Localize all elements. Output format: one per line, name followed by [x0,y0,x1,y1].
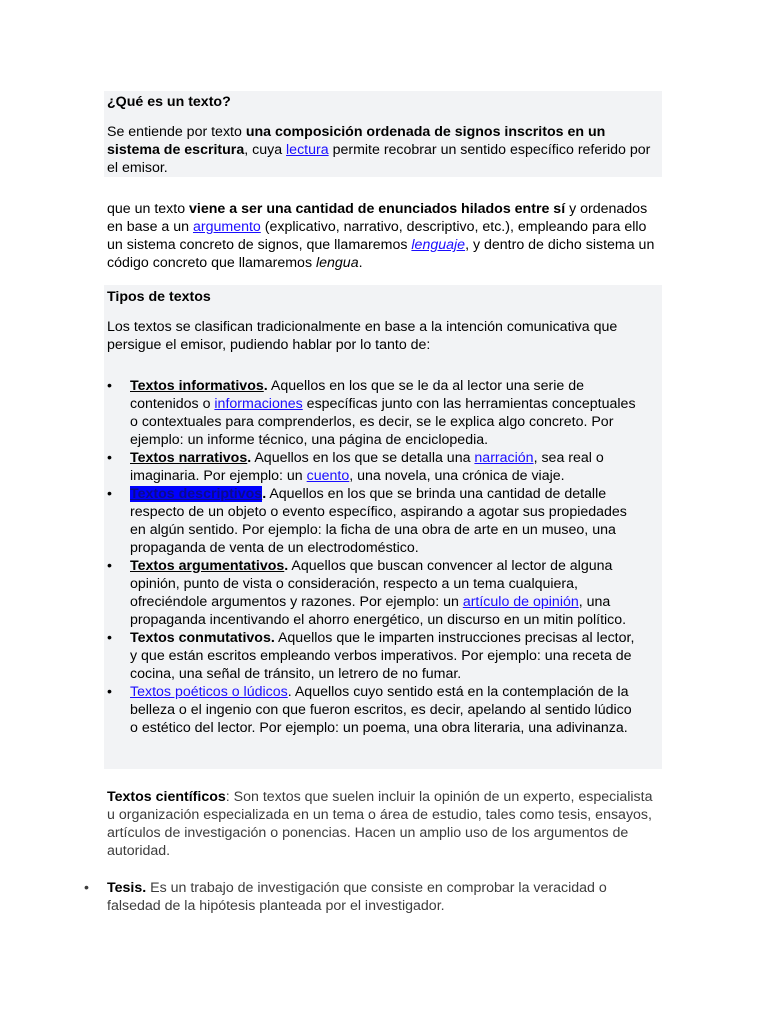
term-dot: . [284,558,289,574]
bullet-icon: • [107,450,112,466]
enunciados-text-d: (explicativo, narrativo, descriptivo, etc.), empleando para ello un sistema concreto de signos, que llamaremos [107,219,647,253]
term-conmutativos: Textos conmutativos. [130,630,275,646]
term-dot: . [263,378,268,394]
list-item-tesis [84,879,654,915]
list-item-descriptivos [107,485,639,557]
definition-text-a: Se entiende por texto [107,124,246,140]
list-item-informativos [107,377,639,449]
poeticos-text-a: . Aquellos cuyo sentido está en la contemplación de la belleza o el ingenio con que fueron escritos, es decir, apelando al sentido lúdico o estético del lector. Por ejemplo: un poema, una obra literaria, una adivinanza. [130,684,632,736]
definition-text-c: , cuya [244,142,287,158]
bullet-icon: • [107,684,112,700]
term-dot: . [247,450,252,466]
section-text-types [107,288,659,354]
narrativos-text-c: , una novela, una crónica de viaje. [349,468,565,484]
narrativos-text-a: Aquellos en los que se detalla una [251,450,475,466]
link-informaciones[interactable]: informaciones [214,396,303,412]
section-what-is-text [107,93,659,177]
list-item-conmutativos [107,629,639,683]
definition-text-d: permite recobrar un sentido específico referido por el emisor. [107,142,651,176]
informativos-text-a: Aquellos en los que se le da al lector una serie de contenidos o [130,378,584,412]
link-cuento[interactable]: cuento [306,468,350,484]
informativos-text-b: específicas junto con las herramientas conceptuales o contextuales para comprenderlos, es decir, se le explica algo concreto. Por ejemplo: un informe técnico, una página de enciclopedia. [130,396,636,448]
term-argumentativos: Textos argumentativos [130,558,285,574]
definition-bold: una composición ordenada de signos inscritos en un sistema de escritura [107,124,606,158]
argumentativos-text-a: Aquellos que buscan convencer al lector de alguna opinión, punto de vista o consideración, respecto a un tema cualquiera, ofreciéndole argumentos y razones. Por ejemplo: un [130,558,613,610]
types-intro: Los textos se clasifican tradicionalmente en base a la intención comunicativa que persigue el emisor, pudiendo hablar por lo tanto de: [107,319,618,353]
enunciados-paragraph [107,200,659,272]
term-dot: . [262,486,267,502]
bullet-icon: • [107,378,112,394]
narrativos-text-b: , sea real o imaginaria. Por ejemplo: un [130,450,604,484]
link-argumento[interactable]: argumento [192,219,261,235]
heading-text-types: Tipos de textos [107,289,211,305]
term-descriptivos-highlighted: Textos descriptivos [130,486,263,502]
cientificos-paragraph [107,788,659,860]
heading-what-is-text: ¿Qué es un texto? [107,94,231,110]
list-item-argumentativos [107,557,639,629]
tesis-text-a: Es un trabajo de investigación que consiste en comprobar la veracidad o falsedad de la hipótesis planteada por el investigador. [107,880,607,914]
term-tesis: Tesis. [107,880,147,896]
link-articulo-de-opinion[interactable]: artículo de opinión [462,594,579,610]
term-informativos: Textos informativos [130,378,264,394]
enunciados-bold: viene a ser una cantidad de enunciados hilados entre sí [189,201,566,217]
argumentativos-text-b: , una propaganda incentivando el ahorro energético, un discurso en un mitin político. [130,594,627,628]
enunciados-lengua: lengua [315,255,359,271]
bullet-icon: • [107,558,112,574]
term-cientificos: Textos científicos [107,789,226,805]
section-enunciados [107,200,659,272]
tesis-list [84,879,654,915]
enunciados-text-g: . [358,255,363,271]
list-item-poeticos [107,683,639,737]
term-narrativos: Textos narrativos [130,450,248,466]
bullet-icon: • [107,630,112,646]
cientificos-text-a: : Son textos que suelen incluir la opinión de un experto, especialista u organización especializada en un tema o área de estudio, tales como tesis, ensayos, artículos de investigación o ponencias. Hacen un amplio uso de los argumentos de autoridad. [107,789,653,859]
bullet-icon: • [107,486,112,502]
enunciados-text-e: , y dentro de dicho sistema un código concreto que llamaremos [107,237,655,271]
link-lenguaje[interactable]: lenguaje [411,237,466,253]
section-cientificos [107,788,659,860]
link-narracion[interactable]: narración [474,450,534,466]
conmutativos-text-a: Aquellos que le imparten instrucciones precisas al lector, y que están escritos empleando verbos imperativos. Por ejemplo: una receta de cocina, una señal de tránsito, un letrero de no fumar. [130,630,635,682]
bullet-icon: • [84,880,89,896]
link-lectura[interactable]: lectura [286,142,329,158]
descriptivos-text-a: Aquellos en los que se brinda una cantidad de detalle respecto de un objeto o evento específico, aspirando a agotar sus propiedades en algún sentido. Por ejemplo: la ficha de una obra de arte en un museo, una propaganda de venta de un electrodoméstico. [130,486,627,556]
text-types-list [107,377,639,737]
list-item-narrativos [107,449,639,485]
enunciados-text-a: que un texto [107,201,190,217]
link-textos-poeticos[interactable]: Textos poéticos o lúdicos [130,684,288,700]
enunciados-text-c: y ordenados en base a un [107,201,648,235]
definition-paragraph [107,123,659,177]
